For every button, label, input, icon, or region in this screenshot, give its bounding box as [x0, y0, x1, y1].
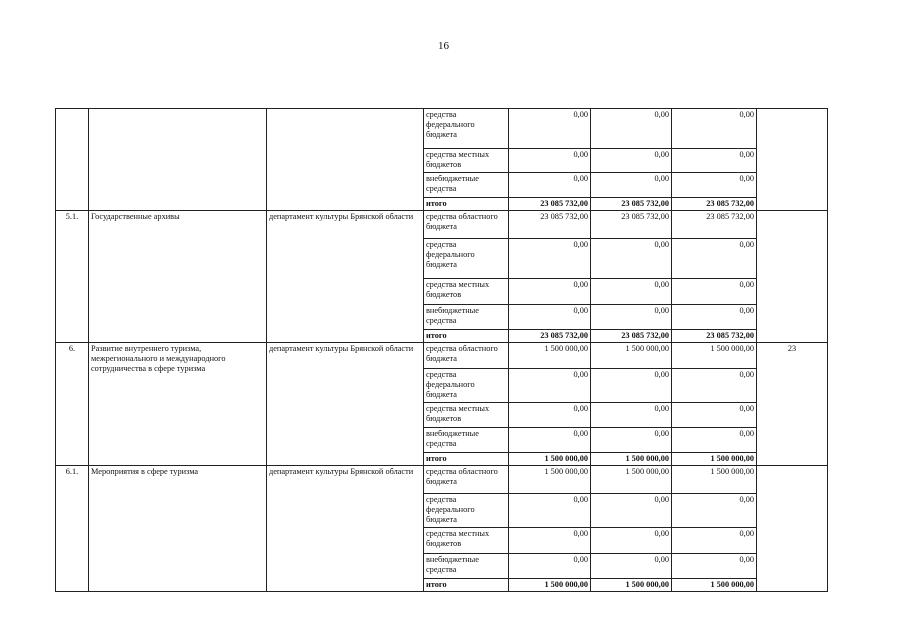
amount-cell-1: 0,00: [509, 369, 591, 403]
amount-cell-3: 23 085 732,00: [672, 330, 757, 343]
executor-cell: департамент культуры Брянской области: [267, 343, 424, 466]
amount-cell-1: 0,00: [509, 279, 591, 305]
executor-cell: департамент культуры Брянской области: [267, 466, 424, 592]
amount-cell-2: 0,00: [591, 403, 672, 428]
amount-cell-2: 23 085 732,00: [591, 198, 672, 211]
amount-cell-1: 0,00: [509, 109, 591, 149]
page-number: 16: [438, 40, 449, 52]
item-number-cell: 5.1.: [56, 211, 89, 343]
funding-source-cell: внебюджетные средства: [424, 173, 509, 198]
item-number-cell: 6.1.: [56, 466, 89, 592]
amount-cell-3: 0,00: [672, 403, 757, 428]
funding-source-cell: внебюджетные средства: [424, 554, 509, 579]
amount-cell-2: 0,00: [591, 149, 672, 173]
amount-cell-1: 1 500 000,00: [509, 579, 591, 592]
funding-source-cell: средства федерального бюджета: [424, 239, 509, 279]
amount-cell-3: 23 085 732,00: [672, 198, 757, 211]
amount-cell-2: 1 500 000,00: [591, 453, 672, 466]
item-number-cell: [56, 109, 89, 211]
executor-cell: департамент культуры Брянской области: [267, 211, 424, 343]
table-row: [56, 343, 828, 369]
amount-cell-3: 0,00: [672, 528, 757, 554]
amount-cell-3: 0,00: [672, 109, 757, 149]
funding-source-cell: средства федерального бюджета: [424, 494, 509, 528]
funding-source-cell: средства местных бюджетов: [424, 149, 509, 173]
amount-cell-2: 23 085 732,00: [591, 211, 672, 239]
budget-table-body: [56, 109, 828, 592]
indicator-cell: [757, 466, 828, 592]
amount-cell-3: 1 500 000,00: [672, 453, 757, 466]
funding-source-cell: средства местных бюджетов: [424, 528, 509, 554]
item-name-cell: Государственные архивы: [89, 211, 267, 343]
amount-cell-1: 0,00: [509, 239, 591, 279]
amount-cell-3: 1 500 000,00: [672, 343, 757, 369]
amount-cell-2: 1 500 000,00: [591, 343, 672, 369]
funding-source-cell: средства федерального бюджета: [424, 109, 509, 149]
amount-cell-3: 1 500 000,00: [672, 579, 757, 592]
amount-cell-1: 0,00: [509, 494, 591, 528]
item-name-cell: [89, 109, 267, 211]
amount-cell-2: 1 500 000,00: [591, 579, 672, 592]
amount-cell-1: 1 500 000,00: [509, 466, 591, 494]
item-name-cell: Развитие внутреннего туризма, межрегионального и международного сотрудничества в сфере туризма: [89, 343, 267, 466]
amount-cell-1: 1 500 000,00: [509, 343, 591, 369]
amount-cell-3: 0,00: [672, 149, 757, 173]
funding-source-cell: средства местных бюджетов: [424, 403, 509, 428]
funding-source-cell: итого: [424, 198, 509, 211]
funding-source-cell: средства областного бюджета: [424, 466, 509, 494]
budget-table: [55, 108, 828, 592]
amount-cell-3: 0,00: [672, 369, 757, 403]
amount-cell-1: 0,00: [509, 403, 591, 428]
amount-cell-3: 23 085 732,00: [672, 211, 757, 239]
funding-source-cell: внебюджетные средства: [424, 305, 509, 330]
table-row: [56, 466, 828, 494]
amount-cell-1: 1 500 000,00: [509, 453, 591, 466]
amount-cell-2: 0,00: [591, 239, 672, 279]
amount-cell-1: 0,00: [509, 528, 591, 554]
amount-cell-1: 23 085 732,00: [509, 198, 591, 211]
amount-cell-2: 0,00: [591, 428, 672, 453]
amount-cell-3: 0,00: [672, 279, 757, 305]
amount-cell-2: 0,00: [591, 279, 672, 305]
item-name-cell: Мероприятия в сфере туризма: [89, 466, 267, 592]
amount-cell-1: 0,00: [509, 305, 591, 330]
amount-cell-1: 0,00: [509, 554, 591, 579]
amount-cell-3: 0,00: [672, 173, 757, 198]
amount-cell-1: 0,00: [509, 149, 591, 173]
amount-cell-3: 0,00: [672, 428, 757, 453]
amount-cell-1: 23 085 732,00: [509, 330, 591, 343]
amount-cell-1: 23 085 732,00: [509, 211, 591, 239]
amount-cell-2: 0,00: [591, 528, 672, 554]
item-number-cell: 6.: [56, 343, 89, 466]
amount-cell-3: 0,00: [672, 239, 757, 279]
amount-cell-1: 0,00: [509, 428, 591, 453]
indicator-cell: 23: [757, 343, 828, 466]
funding-source-cell: средства местных бюджетов: [424, 279, 509, 305]
funding-source-cell: итого: [424, 453, 509, 466]
amount-cell-2: 0,00: [591, 494, 672, 528]
amount-cell-3: 0,00: [672, 494, 757, 528]
funding-source-cell: средства областного бюджета: [424, 343, 509, 369]
funding-source-cell: итого: [424, 579, 509, 592]
executor-cell: [267, 109, 424, 211]
amount-cell-3: 0,00: [672, 554, 757, 579]
amount-cell-1: 0,00: [509, 173, 591, 198]
amount-cell-2: 0,00: [591, 554, 672, 579]
amount-cell-2: 0,00: [591, 109, 672, 149]
amount-cell-3: 0,00: [672, 305, 757, 330]
amount-cell-2: 0,00: [591, 305, 672, 330]
funding-source-cell: средства областного бюджета: [424, 211, 509, 239]
amount-cell-2: 1 500 000,00: [591, 466, 672, 494]
funding-source-cell: итого: [424, 330, 509, 343]
table-row: [56, 109, 828, 149]
indicator-cell: [757, 109, 828, 211]
amount-cell-2: 0,00: [591, 369, 672, 403]
indicator-cell: [757, 211, 828, 343]
table-row: [56, 211, 828, 239]
funding-source-cell: внебюджетные средства: [424, 428, 509, 453]
funding-source-cell: средства федерального бюджета: [424, 369, 509, 403]
amount-cell-2: 23 085 732,00: [591, 330, 672, 343]
amount-cell-3: 1 500 000,00: [672, 466, 757, 494]
amount-cell-2: 0,00: [591, 173, 672, 198]
